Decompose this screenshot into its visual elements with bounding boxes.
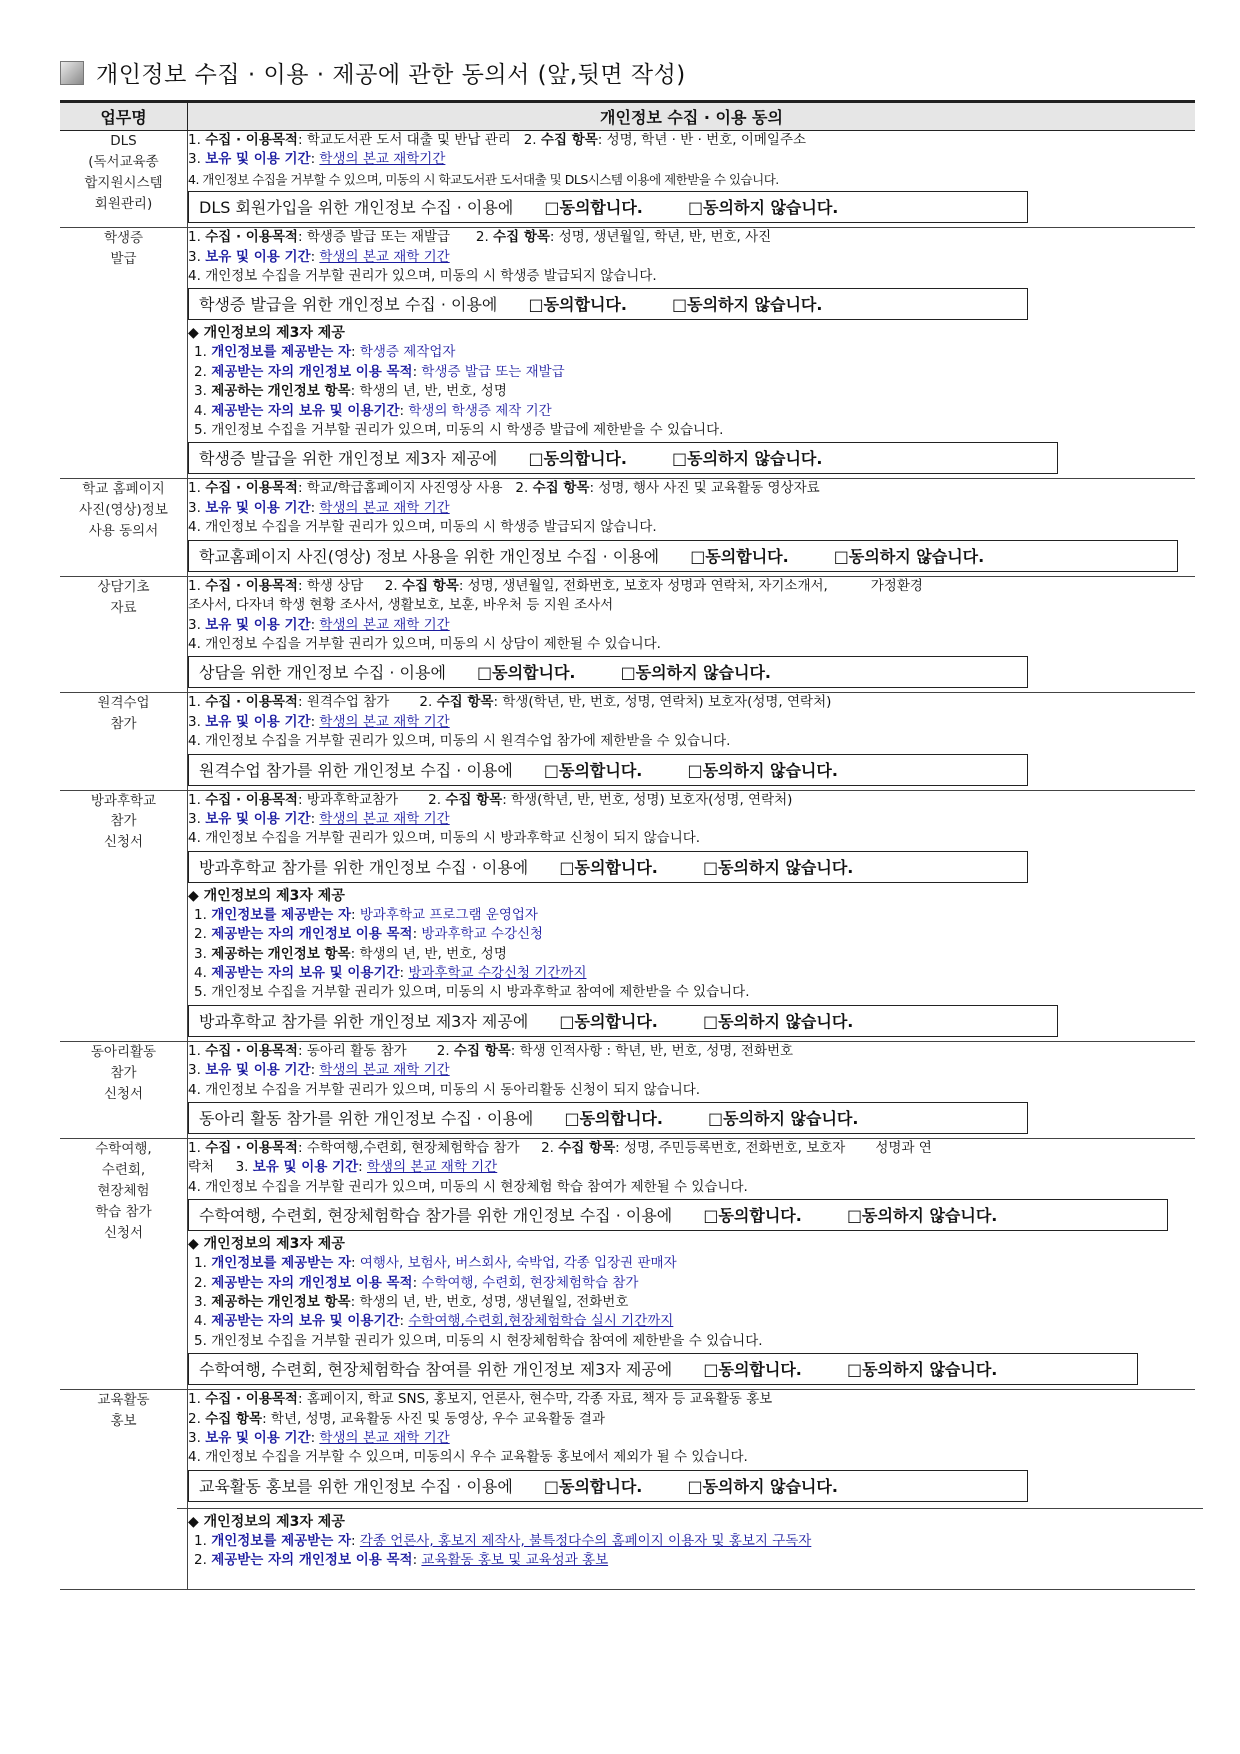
row-content: 1. 수집 · 이용목적: 학생 상담 2. 수집 항목: 성명, 생년월일, 전화번호, 보호자 성명과 연락처, 자기소개서, 가정환경 조사서, 다자녀 학생 현황 조사서, 생활보호, 보훈, 바우처 등 지원 조사서 3. 보유 및 이용 기간: 학생의 본교 재학 기간 4. 개인정보 수집을 거부할 권리가 있으며, 미동의 시 상담이 제한될 수 있습니다. 상담을 위한 개인정보 수집 · 이용에 □동의합니다. □동의하지 않습니다.	[188, 576, 1196, 693]
disagree-checkbox[interactable]: □동의하지 않습니다.	[687, 198, 839, 218]
row-content: 1. 수집 · 이용목적: 수학여행,수련회, 현장체험학습 참가 2. 수집 항목: 성명, 주민등록번호, 전화번호, 보호자 성명과 연 락처 3. 보유 및 이용 기간: 학생의 본교 재학 기간 4. 개인정보 수집을 거부할 권리가 있으며, 미동의 시 현장체험 학습 참여가 제한될 수 있습니다. 수학여행, 수련회, 현장체험학습 참가를 위한 개인정보 수집 · 이용에 □동의합니다. □동의하지 않습니다. ◆ 개인정보의 제3자 제공 1. 개인정보를 제공받는 자: 여행사, 보험사, 버스회사, 숙박업, 각종 입장권 판매자 2. 제공받는 자의 개인정보 이용 목적: 수학여행, 수련회, 현장체험학습 참가 3. 제공하는 개인정보 항목: 학생의 년, 반, 번호, 성명, 생년월일, 전화번호 4. 제공받는 자의 보유 및 이용기간: 수학여행,수련회,현장체험학습 실시 기간까지 5. 개인정보 수집을 거부할 권리가 있으며, 미동의 시 현장체험학습 참여에 제한받을 수 있습니다. 수학여행, 수련회, 현장체험학습 참여를 위한 개인정보 제3자 제공에 □동의합니다. □동의하지 않습니다.	[188, 1139, 1196, 1390]
row-promo	[60, 1390, 1195, 1589]
row-afterschool	[60, 790, 1195, 1041]
refuse-line: 4. 개인정보 수집을 거부할 권리가 있으며, 미동의 시 현장체험 학습 참여가 제한될 수 있습니다.	[188, 1178, 748, 1195]
row-counsel	[60, 576, 1195, 693]
refuse-line: 4. 개인정보 수집을 거부할 권리가 있으며, 미동의 시 방과후학교 신청이 되지 않습니다.	[188, 830, 701, 847]
consent-table	[60, 100, 1195, 1590]
disagree-checkbox[interactable]: □동의하지 않습니다.	[702, 1011, 854, 1031]
retention-line: 3. 보유 및 이용 기간: 학생의 본교 재학 기간	[188, 248, 450, 265]
agree-checkbox[interactable]: □동의합니다.	[703, 1360, 802, 1380]
consent-box-afterschool[interactable]: 방과후학교 참가를 위한 개인정보 수집 · 이용에 □동의합니다. □동의하지 않습니다.	[188, 851, 1028, 883]
disagree-checkbox[interactable]: □동의하지 않습니다.	[708, 1109, 859, 1128]
row-content	[188, 131, 1196, 228]
row-content	[188, 693, 1196, 790]
row-name: 방과후학교 참가 신청서	[60, 790, 188, 1041]
row-remote	[60, 693, 1195, 790]
disagree-checkbox[interactable]: □동의하지 않습니다.	[672, 295, 823, 315]
agree-checkbox[interactable]: □동의합니다.	[543, 760, 643, 780]
row-idcard	[60, 228, 1195, 479]
disagree-checkbox[interactable]: □동의하지 않습니다.	[672, 449, 823, 469]
row-name: 수학여행, 수련회, 현장체험 학습 참가 신청서	[60, 1139, 188, 1390]
agree-checkbox[interactable]: □동의합니다.	[477, 663, 576, 683]
agree-checkbox[interactable]: □동의합니다.	[559, 857, 658, 877]
title-bullet-icon	[60, 61, 84, 85]
agree-checkbox[interactable]: □동의합니다.	[543, 1476, 643, 1496]
purpose-line: 1. 수집 · 이용목적: 수학여행,수련회, 현장체험학습 참가 2. 수집 항목: 성명, 주민등록번호, 전화번호, 보호자 성명과 연	[188, 1140, 932, 1156]
consent-box-club[interactable]: 동아리 활동 참가를 위한 개인정보 수집 · 이용에 □동의합니다. □동의하지 않습니다.	[188, 1102, 1028, 1134]
header-task-name: 업무명	[60, 102, 188, 131]
third-party-heading: ◆ 개인정보의 제3자 제공	[188, 887, 345, 904]
row-dls	[60, 131, 1195, 228]
refuse-line: 4. 개인정보 수집을 거부할 권리가 있으며, 미동의 시 학생증 발급되지 않습니다.	[188, 519, 657, 536]
purpose-line: 1. 수집 · 이용목적: 홈페이지, 학교 SNS, 홍보지, 언론사, 현수막, 각종 자료, 책자 등 교육활동 홍보	[188, 1391, 773, 1408]
refuse-line: 4. 개인정보 수집을 거부할 권리가 있으며, 미동의 시 원격수업 참가에 제한받을 수 있습니다.	[188, 733, 731, 750]
row-content: 1. 수집 · 이용목적: 방과후학교참가 2. 수집 항목: 학생(학년, 반, 번호, 성명) 보호자(성명, 연락처) 3. 보유 및 이용 기간: 학생의 본교 재학 기간 4. 개인정보 수집을 거부할 권리가 있으며, 미동의 시 방과후학교 신청이 되지 않습니다. 방과후학교 참가를 위한 개인정보 수집 · 이용에 □동의합니다. □동의하지 않습니다. ◆ 개인정보의 제3자 제공 1. 개인정보를 제공받는 자: 방과후학교 프로그램 운영업자 2. 제공받는 자의 개인정보 이용 목적: 방과후학교 수강신청 3. 제공하는 개인정보 항목: 학생의 년, 반, 번호, 성명 4. 제공받는 자의 보유 및 이용기간: 방과후학교 수강신청 기간까지 5. 개인정보 수집을 거부할 권리가 있으며, 미동의 시 방과후학교 참여에 제한받을 수 있습니다. 방과후학교 참가를 위한 개인정보 제3자 제공에 □동의합니다. □동의하지 않습니다.	[188, 790, 1196, 1041]
third-party-heading: ◆ 개인정보의 제3자 제공	[188, 325, 345, 342]
consent-box-promo[interactable]: 교육활동 홍보를 위한 개인정보 수집 · 이용에 □동의합니다. □동의하지 않습니다.	[188, 1470, 1028, 1502]
row-name: 원격수업 참가	[60, 693, 188, 790]
consent-box-remote[interactable]: 원격수업 참가를 위한 개인정보 수집 · 이용에 □동의합니다. □동의하지 않습니다.	[188, 754, 1028, 786]
purpose-line: 1. 수집 · 이용목적: 동아리 활동 참가 2. 수집 항목: 학생 인적사항 : 학년, 반, 번호, 성명, 전화번호	[188, 1042, 794, 1059]
disagree-checkbox[interactable]: □동의하지 않습니다.	[846, 1360, 998, 1380]
refuse-line: 4. 개인정보 수집을 거부할 권리가 있으며, 미동의 시 동아리활동 신청이 되지 않습니다.	[188, 1081, 701, 1098]
row-content: 1. 수집 · 이용목적: 홈페이지, 학교 SNS, 홍보지, 언론사, 현수막, 각종 자료, 책자 등 교육활동 홍보 2. 수집 항목: 학년, 성명, 교육활동 사진 및 동영상, 우수 교육활동 결과 3. 보유 및 이용 기간: 학생의 본교 재학 기간 4. 개인정보 수집을 거부할 수 있으며, 미동의시 우수 교육활동 홍보에서 제외가 될 수 있습니다. 교육활동 홍보를 위한 개인정보 수집 · 이용에 □동의합니다. □동의하지 않습니다. ◆ 개인정보의 제3자 제공 1. 개인정보를 제공받는 자: 각종 언론사, 홍보지 제작사, 불특정다수의 홈페이지 이용자 및 홍보지 구독자 2. 제공받는 자의 개인정보 이용 목적: 교육활동 홍보 및 교육성과 홍보	[188, 1390, 1196, 1589]
retention-line: 3. 보유 및 이용 기간: 학생의 본교 재학 기간	[188, 616, 450, 633]
disagree-checkbox[interactable]: □동의하지 않습니다.	[620, 663, 771, 683]
disagree-checkbox[interactable]: □동의하지 않습니다.	[833, 546, 985, 566]
refuse-line: 4. 개인정보 수집을 거부할 권리가 있으며, 미동의 시 학생증 발급되지 않습니다.	[188, 268, 657, 285]
title-text: 개인정보 수집 · 이용 · 제공에 관한 동의서 (앞,뒷면 작성)	[96, 62, 686, 88]
header-consent: 개인정보 수집 · 이용 동의	[188, 102, 1196, 131]
row-name: DLS (독서교육종 합지원시스템 회원관리)	[60, 131, 188, 228]
purpose-line: 1. 수집 · 이용목적: 학생 상담 2. 수집 항목: 성명, 생년월일, 전화번호, 보호자 성명과 연락처, 자기소개서, 가정환경	[188, 577, 923, 594]
retention-line: 3. 보유 및 이용 기간: 학생의 본교 재학 기간	[188, 499, 450, 516]
agree-checkbox[interactable]: □동의합니다.	[559, 1011, 658, 1031]
retention-line: 3. 보유 및 이용 기간: 학생의 본교 재학 기간	[188, 1062, 450, 1079]
refuse-line: 4. 개인정보 수집을 거부할 권리가 있으며, 미동의 시 상담이 제한될 수 있습니다.	[188, 635, 661, 652]
third-party-box-afterschool[interactable]: 방과후학교 참가를 위한 개인정보 제3자 제공에 □동의합니다. □동의하지 않습니다.	[188, 1005, 1058, 1037]
consent-box-counsel[interactable]: 상담을 위한 개인정보 수집 · 이용에 □동의합니다. □동의하지 않습니다.	[188, 656, 1028, 688]
row-content: 1. 수집 · 이용목적: 학생증 발급 또는 재발급 2. 수집 항목: 성명, 생년월일, 학년, 반, 번호, 사진 3. 보유 및 이용 기간: 학생의 본교 재학 기간 4. 개인정보 수집을 거부할 권리가 있으며, 미동의 시 학생증 발급되지 않습니다. 학생증 발급을 위한 개인정보 수집 · 이용에 □동의합니다. □동의하지 않습니다. ◆ 개인정보의 제3자 제공 1. 개인정보를 제공받는 자: 학생증 제작업자 2. 제공받는 자의 개인정보 이용 목적: 학생증 발급 또는 재발급 3. 제공하는 개인정보 항목: 학생의 년, 반, 번호, 성명 4. 제공받는 자의 보유 및 이용기간: 학생의 학생증 제작 기간 5. 개인정보 수집을 거부할 권리가 있으며, 미동의 시 학생증 발급에 제한받을 수 있습니다. 학생증 발급을 위한 개인정보 제3자 제공에 □동의합니다. □동의하지 않습니다.	[188, 228, 1196, 479]
retention-line: 3. 보유 및 이용 기간: 학생의 본교 재학 기간	[188, 1430, 450, 1447]
row-homepage	[60, 479, 1195, 576]
purpose-line: 1. 수집 · 이용목적: 원격수업 참가 2. 수집 항목: 학생(학년, 반, 번호, 성명, 연락처) 보호자(성명, 연락처)	[188, 694, 832, 711]
consent-box-homepage[interactable]: 학교홈페이지 사진(영상) 정보 사용을 위한 개인정보 수집 · 이용에 □동의합니다. □동의하지 않습니다.	[188, 540, 1178, 572]
disagree-checkbox[interactable]: □동의하지 않습니다.	[687, 1476, 838, 1496]
refuse-line: 4. 개인정보 수집을 거부할 수 있으며, 미동의시 우수 교육활동 홍보에서 제외가 될 수 있습니다.	[188, 1449, 748, 1466]
retention-line: 3. 보유 및 이용 기간: 학생의 본교 재학기간	[188, 151, 446, 168]
disagree-checkbox[interactable]: □동의하지 않습니다.	[687, 760, 838, 780]
row-name: 상담기초 자료	[60, 576, 188, 693]
agree-checkbox[interactable]: □동의합니다.	[544, 198, 643, 218]
row-name: 학교 홈페이지 사진(영상)정보 사용 동의서	[60, 479, 188, 576]
refuse-line: 4. 개인정보 수집을 거부할 수 있으며, 미동의 시 학교도서관 도서대출 및 DLS시스템 이용에 제한받을 수 있습니다.	[188, 171, 779, 187]
agree-checkbox[interactable]: □동의합니다.	[528, 295, 627, 315]
agree-checkbox[interactable]: □동의합니다.	[564, 1109, 663, 1128]
third-party-box-trip[interactable]: 수학여행, 수련회, 현장체험학습 참여를 위한 개인정보 제3자 제공에 □동의합니다. □동의하지 않습니다.	[188, 1353, 1138, 1385]
purpose-line: 1. 수집 · 이용목적: 방과후학교참가 2. 수집 항목: 학생(학년, 반, 번호, 성명) 보호자(성명, 연락처)	[188, 791, 793, 808]
third-party-heading: ◆ 개인정보의 제3자 제공	[188, 1236, 345, 1253]
purpose-line: 1. 수집 · 이용목적: 학교도서관 도서 대출 및 반납 관리 2. 수집 항목: 성명, 학년 · 반 · 번호, 이메일주소	[188, 132, 807, 148]
agree-checkbox[interactable]: □동의합니다.	[703, 1206, 802, 1226]
purpose-line: 1. 수집 · 이용목적: 학교/학급홈페이지 사진영상 사용 2. 수집 항목: 성명, 행사 사진 및 교육활동 영상자료	[188, 480, 820, 497]
consent-box-idcard[interactable]: 학생증 발급을 위한 개인정보 수집 · 이용에 □동의합니다. □동의하지 않습니다.	[188, 288, 1028, 320]
items-line: 2. 수집 항목: 학년, 성명, 교육활동 사진 및 동영상, 우수 교육활동 결과	[188, 1410, 606, 1427]
retention-line: 3. 보유 및 이용 기간: 학생의 본교 재학 기간	[188, 810, 450, 827]
third-party-heading: ◆ 개인정보의 제3자 제공	[188, 1513, 345, 1530]
agree-checkbox[interactable]: □동의합니다.	[528, 449, 627, 469]
row-club	[60, 1041, 1195, 1138]
row-name: 학생증 발급	[60, 228, 188, 479]
retention-line: 3. 보유 및 이용 기간: 학생의 본교 재학 기간	[188, 713, 450, 730]
table-header-row	[60, 102, 1195, 131]
row-content	[188, 1041, 1196, 1138]
row-content	[188, 479, 1196, 576]
row-name: 교육활동 홍보	[60, 1390, 188, 1589]
agree-checkbox[interactable]: □동의합니다.	[690, 546, 789, 566]
row-name: 동아리활동 참가 신청서	[60, 1041, 188, 1138]
disagree-checkbox[interactable]: □동의하지 않습니다.	[846, 1206, 998, 1226]
row-trip	[60, 1139, 1195, 1390]
consent-box-trip[interactable]: 수학여행, 수련회, 현장체험학습 참가를 위한 개인정보 수집 · 이용에 □동의합니다. □동의하지 않습니다.	[188, 1199, 1168, 1231]
purpose-line: 1. 수집 · 이용목적: 학생증 발급 또는 재발급 2. 수집 항목: 성명, 생년월일, 학년, 반, 번호, 사진	[188, 229, 772, 246]
document-title	[60, 56, 686, 89]
disagree-checkbox[interactable]: □동의하지 않습니다.	[702, 857, 854, 877]
consent-box-dls[interactable]: DLS 회원가입을 위한 개인정보 수집 · 이용에 □동의합니다. □동의하지 않습니다.	[188, 191, 1028, 223]
third-party-box-idcard[interactable]: 학생증 발급을 위한 개인정보 제3자 제공에 □동의합니다. □동의하지 않습니다.	[188, 442, 1058, 474]
